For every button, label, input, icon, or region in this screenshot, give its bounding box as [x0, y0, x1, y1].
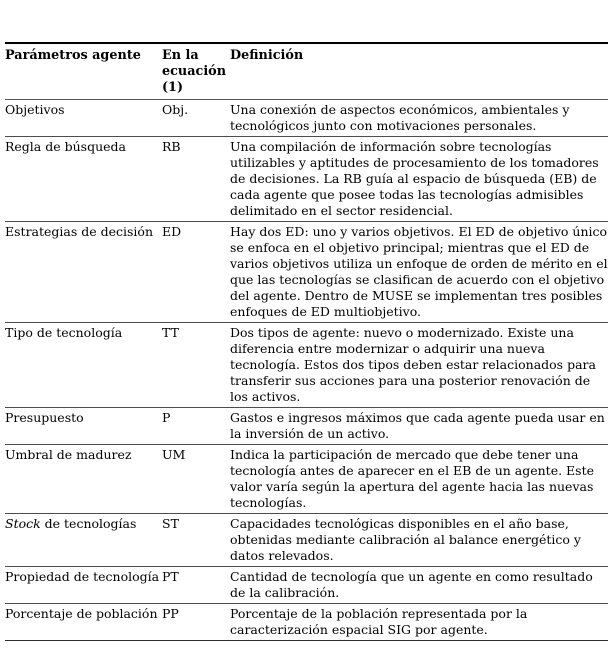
definition-cell: Una conexión de aspectos económicos, ambientales y tecnológicos junto con motivaciones personales.	[230, 102, 570, 133]
param-cell: Propiedad de tecnología	[5, 567, 162, 604]
equation-symbol-cell: UM	[162, 445, 230, 514]
equation-symbol-cell: P	[162, 408, 230, 445]
table-body	[5, 100, 608, 641]
column-header-definicion: Definición	[230, 43, 608, 100]
header-row	[5, 43, 608, 100]
column-header-en-la-ecuacion: En la ecuación (1)	[162, 43, 230, 100]
table-row	[5, 445, 608, 514]
equation-symbol-cell: Obj.	[162, 102, 189, 117]
table-row	[5, 137, 608, 222]
equation-symbol-cell: PP	[162, 604, 230, 641]
table-row	[5, 567, 608, 604]
table-row	[5, 604, 608, 641]
param-cell: Presupuesto	[5, 408, 162, 445]
definition-cell: Gastos e ingresos máximos que cada agente pueda usar en la inversión de un activo.	[230, 408, 608, 445]
param-text: de tecnologías	[40, 516, 137, 531]
param-text-italic: Stock	[5, 516, 41, 531]
agent-parameters-table	[5, 42, 608, 641]
param-cell: Tipo de tecnología	[5, 323, 162, 408]
param-cell	[5, 514, 162, 567]
table-row	[5, 323, 608, 408]
param-cell: Estrategias de decisión	[5, 222, 162, 323]
param-cell: Umbral de madurez	[5, 445, 162, 514]
equation-symbol-cell: TT	[162, 323, 230, 408]
table-row	[5, 222, 608, 323]
equation-symbol-cell: PT	[162, 567, 230, 604]
definition-cell: Cantidad de tecnología que un agente en como resultado de la calibración.	[230, 567, 608, 604]
table-row	[5, 514, 608, 567]
definition-cell: Una compilación de información sobre tecnologías utilizables y aptitudes de procesamiento de los tomadores de decisiones. La RB guía al espacio de búsqueda (EB) de cada agente que posee todas las tecnologías admisibles delimitado en el sector residencial.	[230, 137, 608, 222]
column-header-parametros-agente: Parámetros agente	[5, 43, 162, 100]
definition-cell: Capacidades tecnológicas disponibles en el año base, obtenidas mediante calibración al balance energético y datos relevados.	[230, 514, 608, 567]
definition-cell: Dos tipos de agente: nuevo o modernizado. Existe una diferencia entre modernizar o adquirir una nueva tecnología. Estos dos tipos deben estar relacionados para transferir sus acciones para una posterior renovación de los activos.	[230, 323, 608, 408]
equation-symbol-cell: RB	[162, 137, 230, 222]
table-row	[5, 408, 608, 445]
param-cell: Porcentaje de población	[5, 604, 162, 641]
definition-cell: Indica la participación de mercado que debe tener una tecnología antes de aparecer en el EB de un agente. Este valor varía según la apertura del agente hacia las nuevas tecnologías.	[230, 445, 608, 514]
definition-cell: Porcentaje de la población representada por la caracterización espacial SIG por agente.	[230, 604, 608, 641]
param-cell: Regla de búsqueda	[5, 137, 162, 222]
table-row	[5, 100, 608, 137]
equation-symbol-cell: ST	[162, 514, 230, 567]
equation-symbol-cell: ED	[162, 222, 230, 323]
definition-cell: Hay dos ED: uno y varios objetivos. El ED de objetivo único se enfoca en el objetivo principal; mientras que el ED de varios objetivos utiliza un enfoque de orden de mérito en el que las tecnologías se clasifican de acuerdo con el objetivo del agente. Dentro de MUSE se implementan tres posibles enfoques de ED multiobjetivo.	[230, 222, 608, 323]
param-cell: Objetivos	[5, 102, 65, 117]
